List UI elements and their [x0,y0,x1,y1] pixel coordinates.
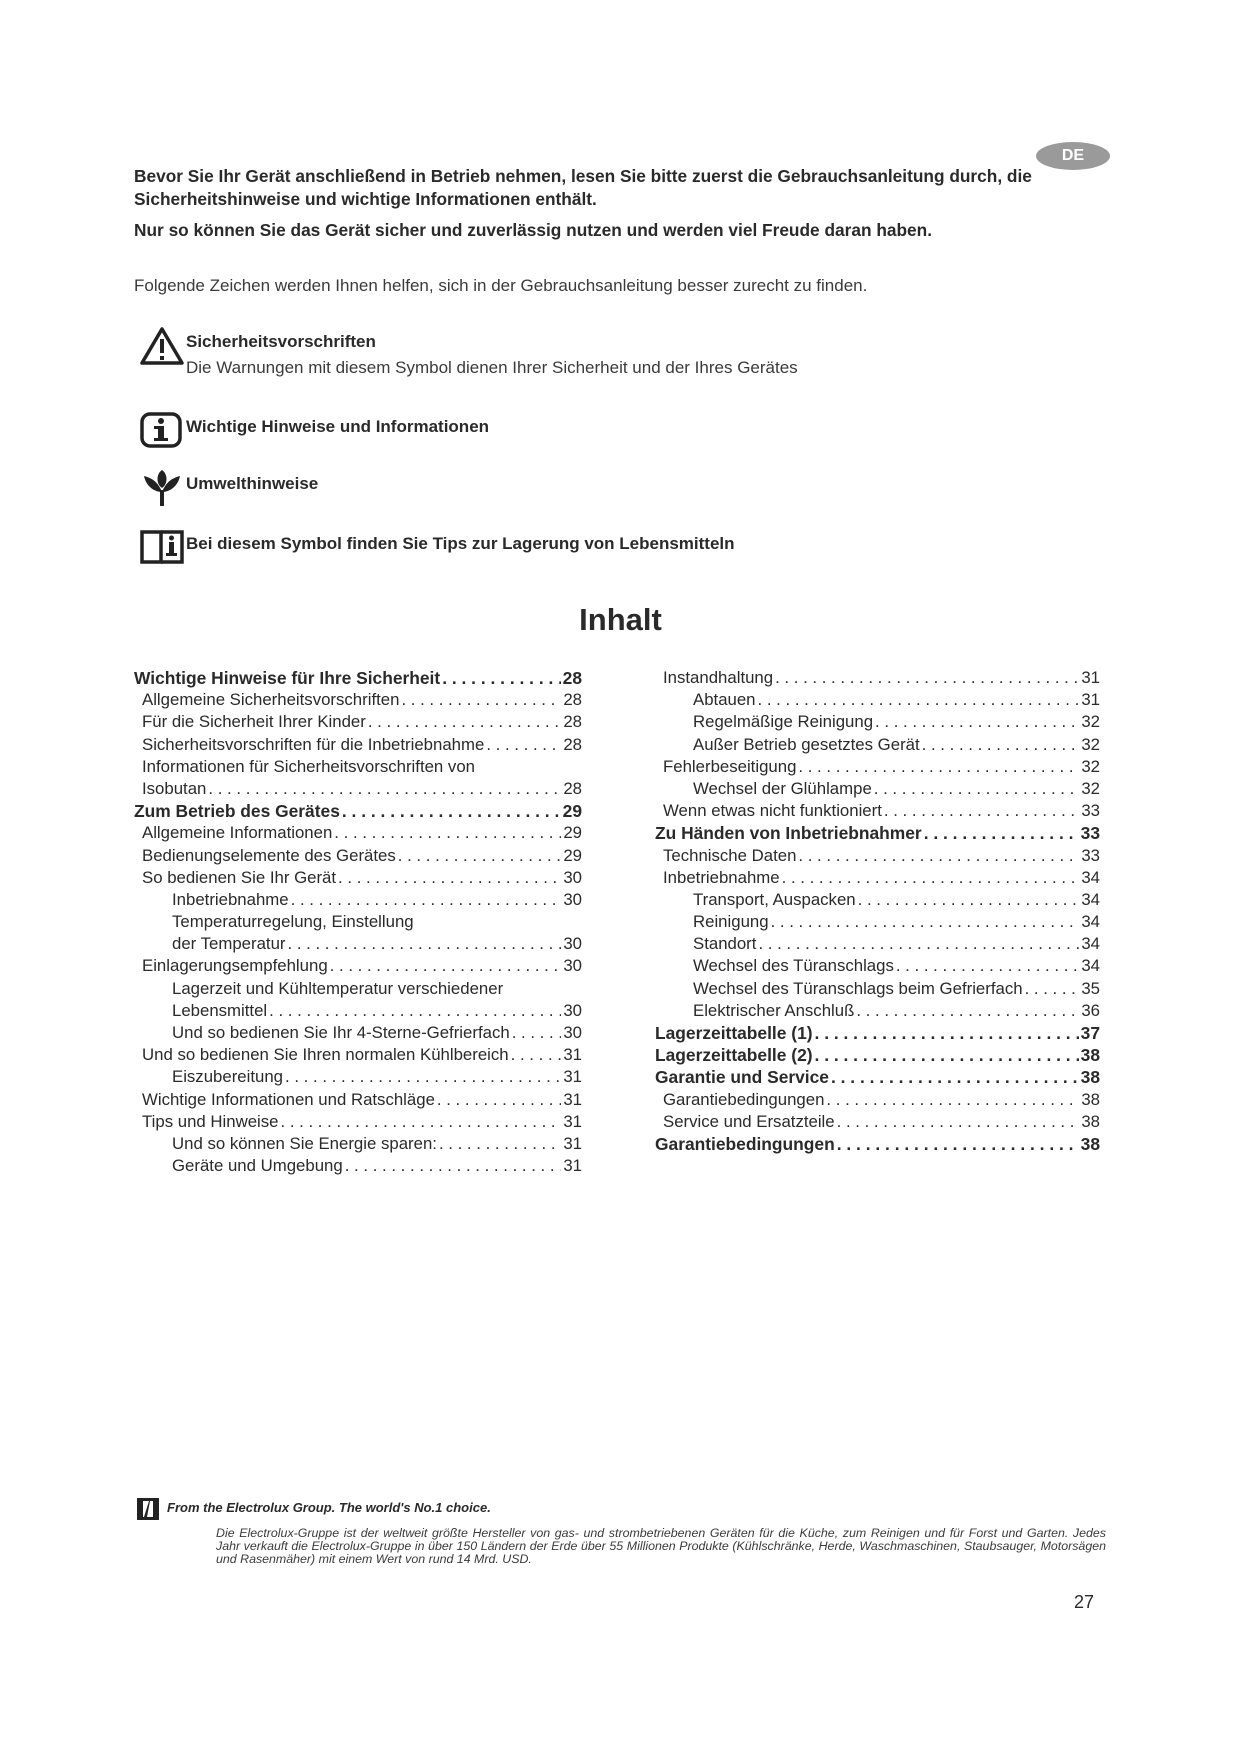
toc-entry-title: Geräte und Umgebung [172,1156,343,1176]
toc-entry [134,846,582,868]
safety-title: Sicherheitsvorschriften [186,332,376,351]
toc-leader-dots [288,934,562,954]
toc-leader-dots [798,846,1079,866]
electrolux-logo-icon [136,1497,160,1521]
toc-entry-page: 31 [1081,690,1100,710]
toc-entry-title: Wechsel der Glühlampe [693,778,872,798]
toc-entry [134,668,582,690]
toc-leader-dots [815,1045,1079,1066]
toc-entry-page: 29 [563,823,582,843]
toc-entry-page: 30 [563,956,582,976]
language-badge: DE [1036,142,1110,170]
toc-entry-title: Allgemeine Informationen [142,823,333,843]
toc-entry [655,1045,1100,1067]
toc-entry-page: 29 [562,801,582,822]
toc-entry-title: Wichtige Hinweise für Ihre Sicherheit [134,668,441,688]
toc-leader-dots [798,757,1079,777]
toc-entry-page: 37 [1080,1023,1100,1043]
toc-entry [655,690,1100,712]
toc-entry-title: Lagerzeittabelle (2) [655,1045,813,1066]
toc-entry [655,1134,1100,1156]
toc-entry-page: 33 [1081,845,1100,865]
toc-leader-dots [338,868,561,888]
toc-entry-title: Lagerzeittabelle (1) [655,1023,813,1043]
toc-entry-title: Service und Ersatzteile [663,1111,835,1131]
toc-leader-dots [856,1001,1079,1021]
toc-entry-title: Temperaturregelung, Einstellung [172,912,414,932]
toc-entry [134,1134,582,1156]
toc-entry-title: Inbetriebnahme [663,867,780,887]
toc-leader-dots [837,1134,1079,1155]
toc-leader-dots [398,846,562,866]
toc-entry [655,934,1100,956]
toc-entry-title: Zu Händen von Inbetriebnahmer [655,823,922,844]
toc-entry-title: Lagerzeit und Kühltemperatur verschiedener [172,978,504,998]
toc-entry-page: 34 [1081,867,1100,887]
toc-entry-title: Standort [693,934,757,954]
toc-leader-dots [291,890,562,910]
toc-entry [134,956,582,978]
toc-entry-title: So bedienen Sie Ihr Gerät [142,867,337,887]
toc-leader-dots [874,779,1080,799]
toc-entry-page: 30 [563,867,582,887]
toc-leader-dots [439,1134,561,1154]
toc-entry-page: 31 [563,1045,582,1065]
toc-entry [134,868,582,890]
toc-entry [655,1067,1100,1089]
toc-entry [655,668,1100,690]
toc-entry-title: Wechsel des Türanschlags beim Gefrierfach [693,978,1023,998]
page-number: 27 [1074,1592,1095,1612]
toc-leader-dots [826,1090,1079,1110]
toc-entry-title: Und so können Sie Energie sparen: [172,1133,437,1153]
toc-leader-dots [401,690,561,710]
toc-leader-dots [896,956,1079,976]
toc-entry-page: 31 [563,1089,582,1109]
toc-entry-page: 31 [563,1067,582,1087]
footer-slogan: From the Electrolux Group. The world's No.1 choice. [167,1500,491,1515]
toc-entry [134,823,582,845]
toc-entry-title: Garantie und Service [655,1067,829,1088]
toc-entry [655,712,1100,734]
helper-text: Folgende Zeichen werden Ihnen helfen, sich in der Gebrauchsanleitung besser zurecht zu finden. [134,276,868,295]
toc-entry-title: Bedienungselemente des Gerätes [142,845,396,865]
toc-leader-dots [281,1112,562,1132]
safety-description: Die Warnungen mit diesem Symbol dienen Ihrer Sicherheit und der Ihres Gerätes [186,358,798,377]
toc-entry-page: 34 [1081,934,1100,954]
toc-entry-title: der Temperatur [172,934,286,954]
toc-entry-page: 36 [1081,1000,1100,1020]
toc-entry-page: 28 [563,778,582,798]
toc-entry-page: 38 [1080,1045,1100,1066]
toc-entry-page: 30 [563,1023,582,1042]
toc-entry-page: 38 [1081,1089,1100,1109]
toc-leader-dots [815,1023,1079,1044]
toc-entry-title: Wenn etwas nicht funktioniert [663,801,882,821]
toc-entry-page: 33 [1080,823,1100,844]
toc-entry-page: 32 [1081,712,1100,732]
toc-entry [134,912,582,934]
toc-entry-page: 28 [563,712,582,732]
toc-entry [134,1156,582,1178]
toc-leader-dots [922,735,1080,755]
toc-entry-title: Inbetriebnahme [172,889,289,909]
warning-triangle-icon [140,326,184,366]
info-title: Wichtige Hinweise und Informationen [186,417,490,436]
toc-entry [655,912,1100,934]
toc-leader-dots [837,1112,1080,1132]
toc-entry-title: Einlagerungsempfehlung [142,956,328,976]
toc-entry [655,757,1100,779]
toc-entry [134,1090,582,1112]
toc-entry [655,735,1100,757]
toc-entry-page: 31 [1081,668,1100,687]
toc-entry-page: 32 [1081,756,1100,776]
toc-entry-title: Eiszubereitung [172,1067,284,1087]
toc-entry-title: Wichtige Informationen und Ratschläge [142,1089,435,1109]
toc-leader-dots [285,1067,561,1087]
toc-entry [655,979,1100,1001]
toc-entry-page: 33 [1081,801,1100,821]
toc-entry-title: Informationen für Sicherheitsvorschriften von [142,756,475,776]
toc-leader-dots [775,668,1079,688]
toc-entry-title: Und so bedienen Sie Ihr 4-Sterne-Gefrierfach [172,1023,510,1042]
toc-leader-dots [511,1045,562,1065]
toc-entry-title: Allgemeine Sicherheitsvorschriften [142,690,400,710]
toc-entry-title: Außer Betrieb gesetztes Gerät [693,734,920,754]
footer-text: Die Electrolux-Gruppe ist der weltweit größte Hersteller von gas- und strombetriebenen Geräten für die Küche, zum Reinigen und für Forst und Garten. Jedes Jahr verkauft die Electrolux-Gruppe in über 150 Ländern der Erde über 55 Millionen Produkte (Kühlschränke, Herde, Waschmaschinen, Staubsauger, Motorsägen und Rasenmäher) mit einem Wert von rund 14 Mrd. USD. [216,1526,1106,1566]
toc-entry-page: 31 [563,1156,582,1176]
toc-leader-dots [334,823,561,843]
toc-entry [655,890,1100,912]
toc-entry [134,779,582,801]
toc-entry [655,1001,1100,1023]
toc-leader-dots [437,1090,561,1110]
toc-entry-page: 31 [563,1133,582,1153]
toc-entry-title: Reinigung [693,912,769,932]
toc-leader-dots [884,801,1079,821]
toc-leader-dots [831,1067,1079,1088]
toc-entry [655,1023,1100,1045]
toc-entry-page: 34 [1081,912,1100,932]
toc-entry [134,712,582,734]
intro [134,165,1109,242]
toc-entry [134,757,582,779]
toc-entry-page: 28 [562,668,582,688]
toc-entry [134,801,582,823]
toc-entry-page: 31 [563,1111,582,1131]
toc-entry-page: 28 [563,690,582,710]
toc-entry-title: Regelmäßige Reinigung [693,712,874,732]
toc-entry [134,1023,582,1045]
toc-leader-dots [486,735,561,755]
intro-line-1: Bevor Sie Ihr Gerät anschließend in Betrieb nehmen, lesen Sie bitte zuerst die Gebrauchsanleitung durch, die Sicherheitshinweise und wichtige Informationen enthält. [134,166,1032,209]
book-info-icon [140,526,184,566]
toc-entry-page: 32 [1081,778,1100,798]
toc-right-column [655,668,1100,1156]
environment-plant-icon [140,468,184,508]
toc-entry [655,779,1100,801]
toc-entry-title: Tips und Hinweise [142,1111,279,1131]
environment-title: Umwelthinweise [186,474,319,493]
toc-leader-dots [771,912,1080,932]
toc-entry [655,823,1100,845]
toc-entry-page: 38 [1080,1133,1100,1154]
toc-entry-page: 35 [1081,978,1100,998]
toc-entry [134,934,582,956]
toc-entry [134,979,582,1001]
toc-entry [655,868,1100,890]
toc-title: Inhalt [579,602,662,637]
toc-entry-page: 38 [1080,1067,1100,1088]
toc-entry-title: Instandhaltung [663,668,774,687]
toc-entry-title: Sicherheitsvorschriften für die Inbetriebnahme [142,734,485,754]
toc-entry-title: Lebensmittel [172,1000,268,1020]
toc-entry-page: 34 [1081,956,1100,976]
toc-entry [655,1112,1100,1134]
toc-entry [655,1090,1100,1112]
toc-entry-title: Elektrischer Anschluß [693,1000,855,1020]
toc-entry-page: 28 [563,734,582,754]
toc-entry-page: 29 [563,845,582,865]
toc-entry-title: Abtauen [693,690,756,710]
toc-entry [134,1001,582,1023]
toc-leader-dots [924,823,1079,844]
toc-entry [134,1067,582,1089]
toc-entry [655,801,1100,823]
toc-entry-title: Garantiebedingungen [655,1133,835,1154]
toc-leader-dots [512,1023,562,1043]
toc-entry-page: 30 [563,889,582,909]
toc-entry [134,690,582,712]
toc-leader-dots [1025,979,1080,999]
toc-leader-dots [875,712,1079,732]
toc-entry-title: Isobutan [142,778,207,798]
toc-leader-dots [758,690,1080,710]
toc-entry-title: Technische Daten [663,845,797,865]
toc-leader-dots [208,779,561,799]
toc-leader-dots [330,956,562,976]
toc-entry [134,1045,582,1067]
toc-entry-title: Fehlerbeseitigung [663,756,797,776]
toc-entry-page: 30 [563,934,582,954]
toc-leader-dots [782,868,1080,888]
toc-entry-title: Wechsel des Türanschlags [693,956,894,976]
toc-entry-title: Zum Betrieb des Gerätes [134,801,340,822]
toc-entry-title: Und so bedienen Sie Ihren normalen Kühlbereich [142,1045,509,1065]
toc-entry [134,735,582,757]
toc-leader-dots [368,712,561,732]
toc-entry [134,890,582,912]
toc-leader-dots [342,801,561,822]
info-icon [140,410,184,450]
toc-leader-dots [758,934,1079,954]
toc-entry [134,1112,582,1134]
toc-entry-page: 34 [1081,889,1100,909]
toc-entry-page: 38 [1081,1111,1100,1131]
toc-left-column [134,668,582,1178]
toc-entry-page: 30 [563,1000,582,1020]
toc-entry-title: Für die Sicherheit Ihrer Kinder [142,712,366,732]
toc-leader-dots [442,668,560,689]
toc-entry-page: 32 [1081,734,1100,754]
toc-entry-title: Garantiebedingungen [663,1089,825,1109]
toc-leader-dots [858,890,1080,910]
toc-entry [655,956,1100,978]
toc-entry-title: Transport, Auspacken [693,889,856,909]
intro-line-2: Nur so können Sie das Gerät sicher und zuverlässig nutzen und werden viel Freude daran haben. [134,220,933,240]
toc-leader-dots [345,1156,562,1176]
toc-leader-dots [269,1001,561,1021]
book-title: Bei diesem Symbol finden Sie Tips zur Lagerung von Lebensmitteln [186,534,735,553]
toc-entry [655,846,1100,868]
